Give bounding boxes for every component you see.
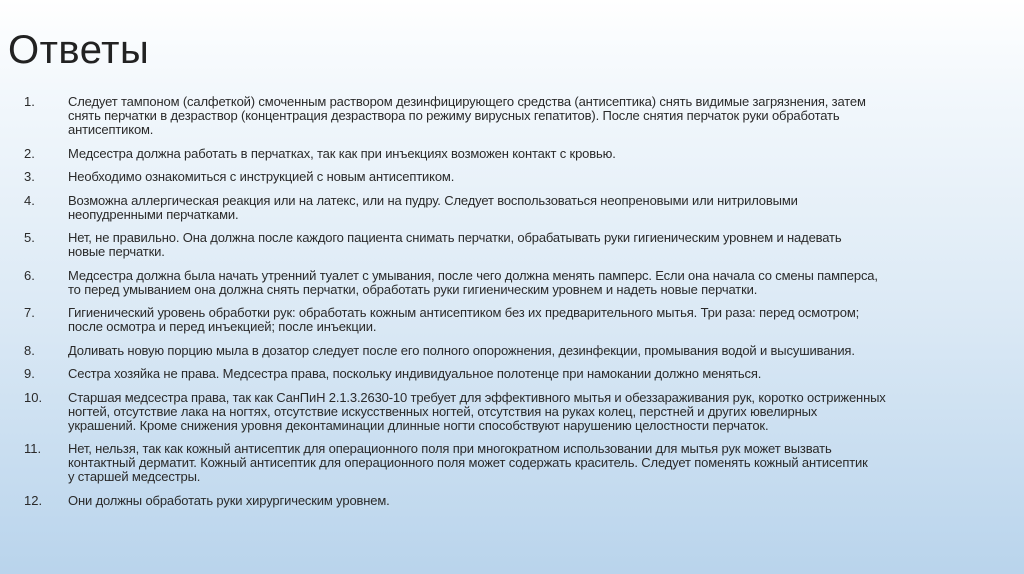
answer-text [68,391,886,433]
answer-text-line: контактный дерматит. Кожный антисептик для операционного поля может содержать краситель. Следует поменять кожный антисептик [68,455,868,470]
answer-text [68,170,454,184]
answer-text-line: Возможна аллергическая реакция или на латекс, или на пудру. Следует воспользоваться неопреновыми или нитриловыми [68,192,798,208]
answer-text-line: ногтей, отсутствие лака на ногтях, отсутствие искусственных ногтей, отсутствия на руках колец, перстней и других ювелирных [68,403,818,419]
answer-item [24,442,1014,484]
answer-item [24,95,1014,137]
answer-text [68,194,798,222]
answer-item [24,391,1014,433]
answer-text [68,269,878,297]
answer-text-line: Необходимо ознакомиться с инструкцией с новым антисептиком. [68,169,455,184]
answer-text [68,494,390,508]
answer-text [68,306,859,334]
answer-item [24,170,1014,184]
answer-text-line: неопудренными перчатками. [68,206,239,222]
answer-text-line: Нет, не правильно. Она должна после каждого пациента снимать перчатки, обрабатывать руки гигиеническим уровнем и надевать [68,230,842,245]
answer-item [24,194,1014,222]
answer-text-line: Старшая медсестра права, так как СанПиН 2.1.3.2630-10 требует для эффективного мытья и обеззараживания рук, коротко остриженных [68,389,886,405]
slide-title: Ответы [8,28,150,72]
answer-text-line: Доливать новую порцию мыла в дозатор следует после его полного опорожнения, дезинфекции, промывания водой и высушивания. [68,342,855,358]
answer-text-line: антисептиком. [68,122,154,137]
answer-text-line: новые перчатки. [68,244,165,259]
answer-text-line: у старшей медсестры. [68,469,201,484]
answer-item [24,269,1014,297]
answer-text-line: Сестра хозяйка не права. Медсестра права, поскольку индивидуальное полотенце при намокании должно меняться. [68,366,762,381]
answer-number: 3. [24,169,35,184]
answer-number: 6. [24,267,35,283]
answer-text-line: Медсестра должна работать в перчатках, так как при инъекциях возможен контакт с кровью. [68,145,616,161]
answer-number: 9. [24,366,35,381]
answer-item [24,231,1014,259]
answer-text-line: Медсестра должна была начать утренний туалет с умывания, после чего должна менять памперс. Если она начала со смены памперса, [68,267,878,283]
answer-number: 11. [24,441,42,456]
answer-number: 5. [24,230,35,245]
answer-text [68,95,866,137]
answer-number: 7. [24,305,35,320]
answer-item [24,344,1014,358]
answer-text-line: Они должны обработать руки хирургическим уровнем. [68,492,390,508]
answer-text [68,344,855,358]
answer-item [24,367,1014,381]
answer-text [68,442,868,484]
answer-text [68,367,761,381]
answer-item [24,494,1014,508]
answer-text-line: то перед умыванием она должна снять перчатки, обработать руки гигиеническим уровнем и надеть новые перчатки. [68,281,758,297]
answer-number: 1. [24,94,35,109]
answer-text-line: украшений. Кроме снижения уровня деконтаминации длинные ногти способствуют нарушению целостности перчаток. [68,417,769,433]
answer-text [68,147,616,161]
answer-text [68,231,842,259]
answers-list [24,95,1014,517]
answer-number: 2. [24,145,35,161]
answer-item [24,147,1014,161]
answer-text-line: Гигиенический уровень обработки рук: обработать кожным антисептиком без их предварительного мытья. Три раза: перед осмотром; [68,305,860,320]
answer-number: 12. [24,492,43,508]
answer-text-line: после осмотра и перед инъекцией; после инъекции. [68,319,377,334]
answer-item [24,306,1014,334]
answer-text-line: снять перчатки в дезраствор (концентрация дезраствора по режиму вирусных гепатитов). После снятия перчаток руки обработать [68,108,840,123]
answer-number: 8. [24,342,35,358]
answer-number: 4. [24,192,35,208]
answer-text-line: Нет, нельзя, так как кожный антисептик для операционного поля при многократном использовании для мытья рук может вызвать [68,441,832,456]
answer-number: 10. [24,389,43,405]
answer-text-line: Следует тампоном (салфеткой) смоченным раствором дезинфицирующего средства (антисептика) снять видимые загрязнения, затем [68,94,866,109]
